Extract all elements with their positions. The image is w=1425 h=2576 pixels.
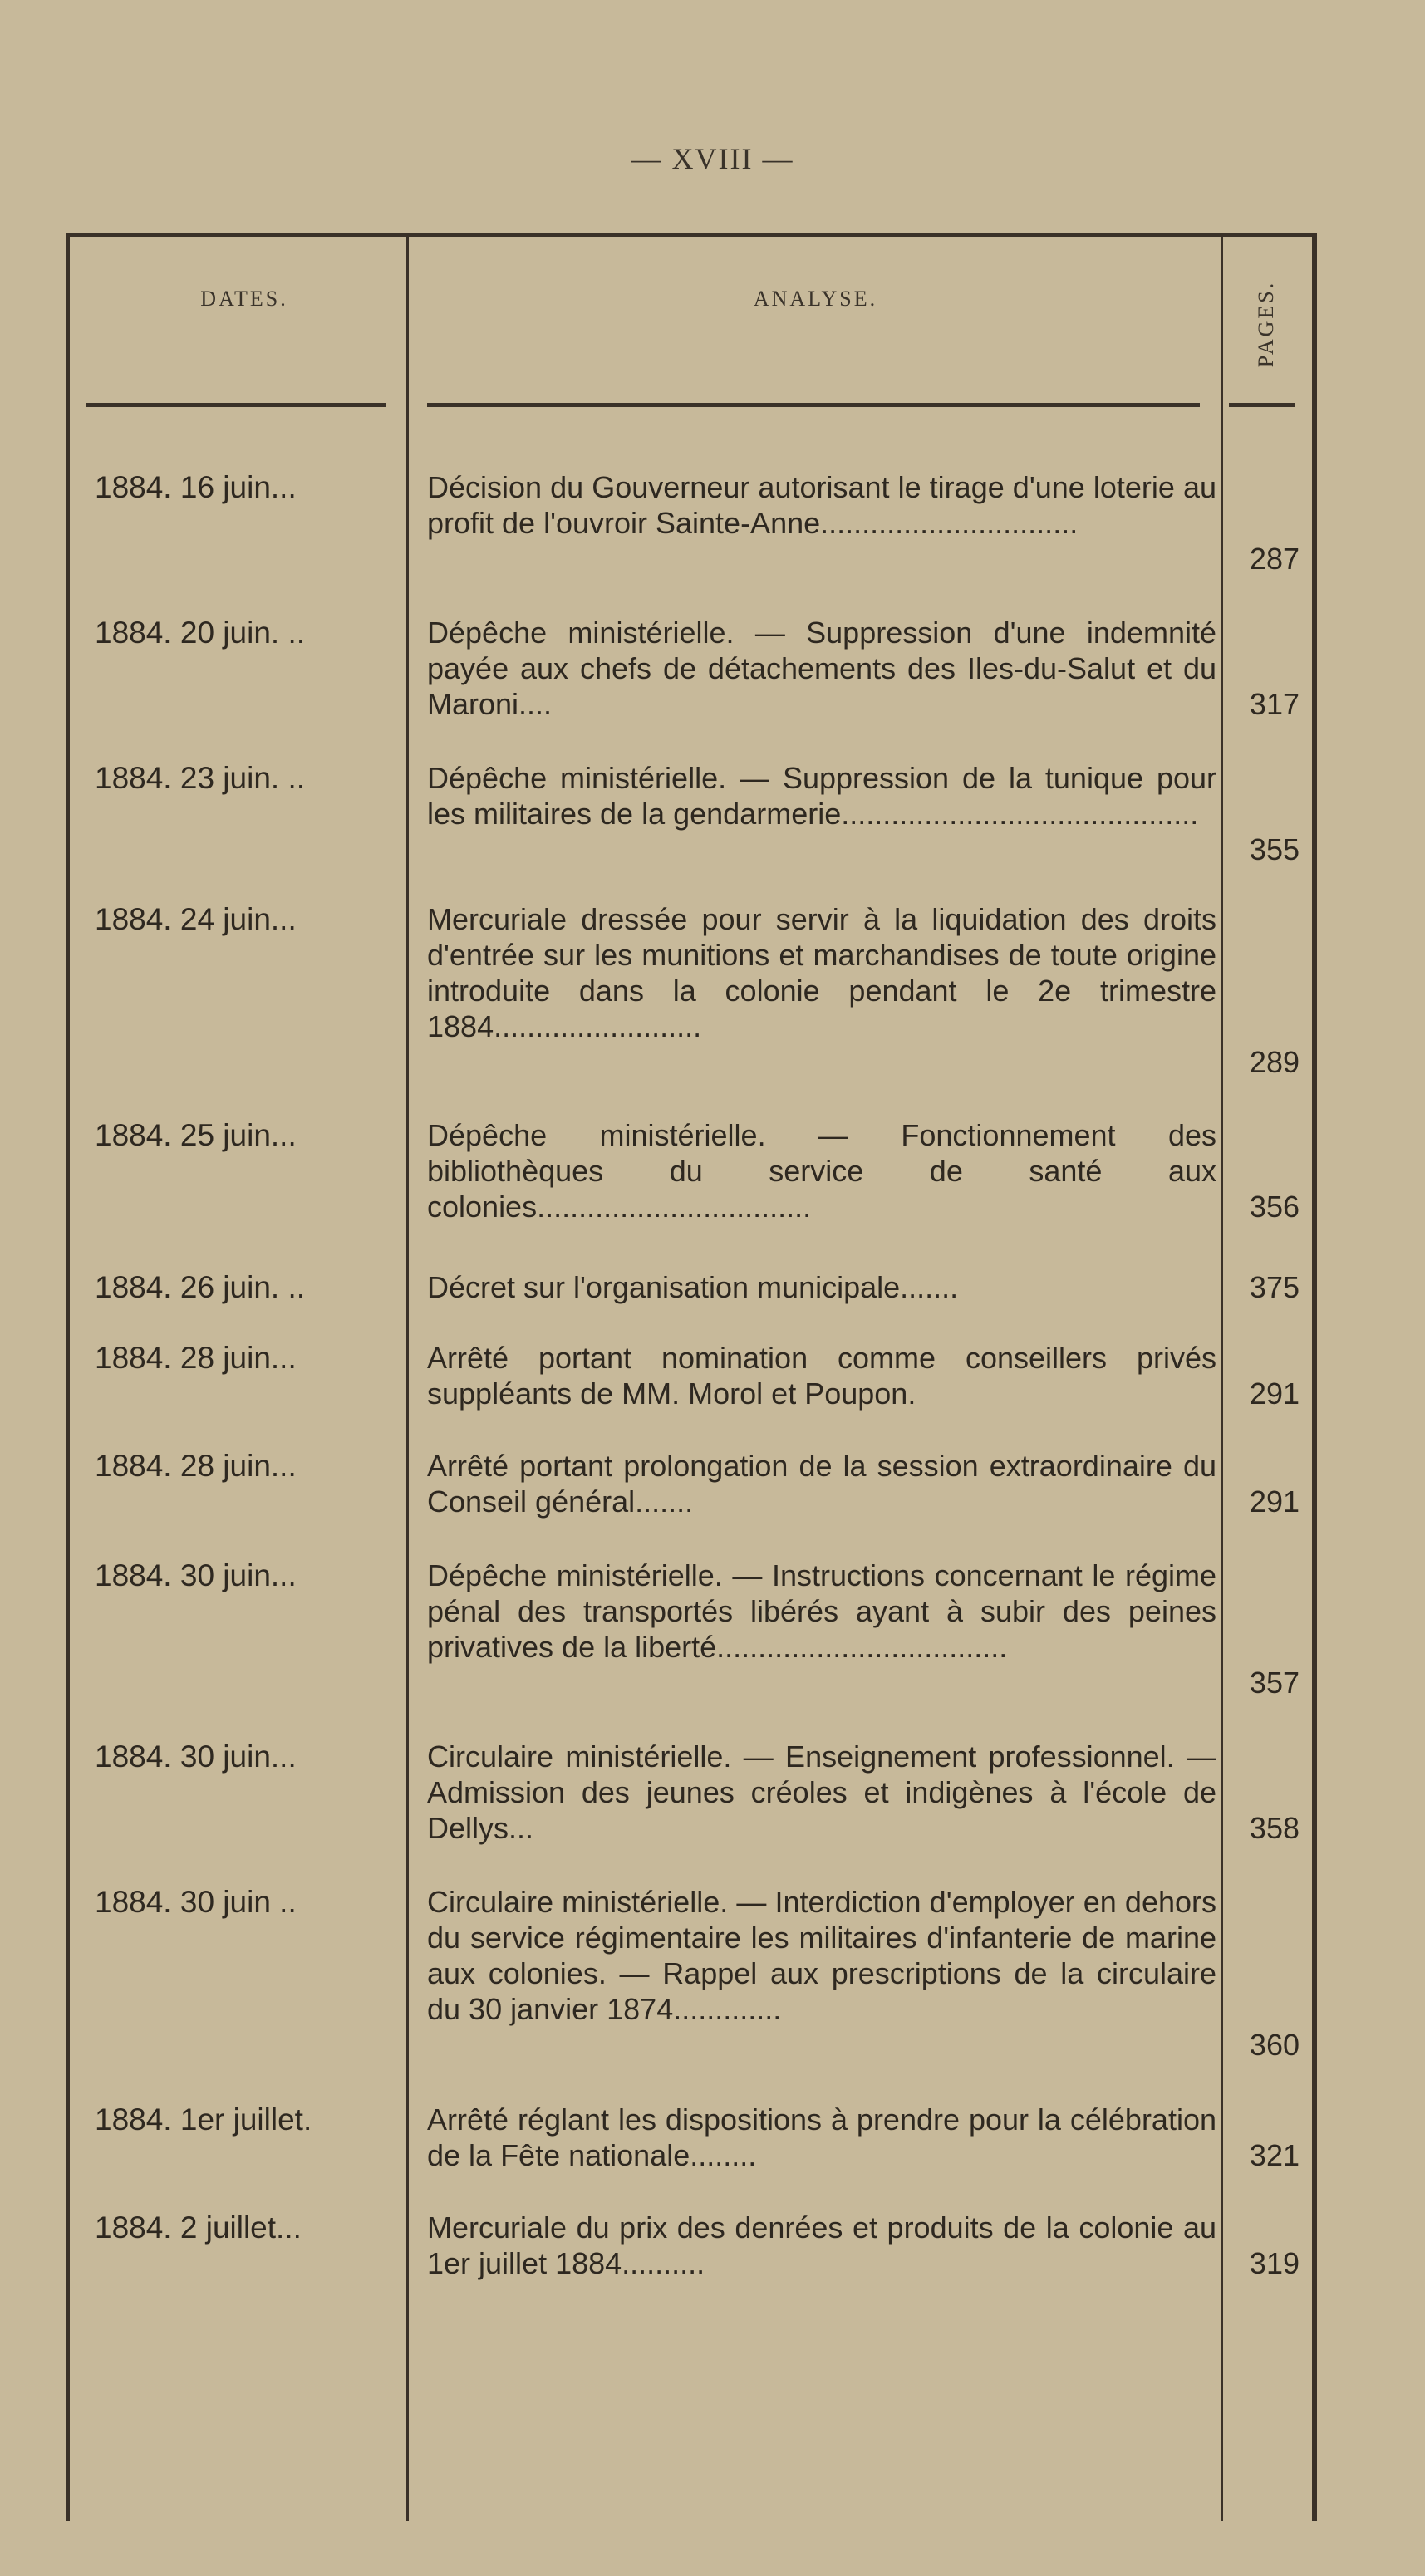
entry-date: 1884. 28 juin... <box>95 1341 297 1375</box>
entry-page: 319 <box>1249 2246 1300 2280</box>
entry-date: 1884. 2 juillet... <box>95 2210 302 2245</box>
entry-page: 287 <box>1249 542 1300 576</box>
entry-page: 291 <box>1249 1376 1300 1411</box>
entry-analysis: Décision du Gouverneur autorisant le tirage d'une loterie au profit de l'ouvroir Sainte-Anne............................... <box>427 470 1216 540</box>
entry-page: 358 <box>1249 1811 1300 1845</box>
entry-date: 1884. 23 juin. .. <box>95 761 306 795</box>
entry-page: 375 <box>1249 1270 1300 1304</box>
analysis-column-header: ANALYSE. <box>753 287 878 311</box>
entry-date: 1884. 1er juillet. <box>95 2103 312 2137</box>
entry-analysis: Mercuriale du prix des denrées et produits de la colonie au 1er juillet 1884.......... <box>427 2210 1216 2280</box>
dates-column-header: DATES. <box>200 287 288 311</box>
entry-date: 1884. 24 juin... <box>95 902 297 936</box>
entry-analysis: Décret sur l'organisation municipale....... <box>427 1270 959 1304</box>
entry-analysis: Arrêté portant prolongation de la session extraordinaire du Conseil général....... <box>427 1449 1216 1519</box>
entry-page: 291 <box>1249 1484 1300 1519</box>
entry-analysis: Mercuriale dressée pour servir à la liquidation des droits d'entrée sur les munitions et marchandises de toute origine introduite dans la colonie pendant le 2e trimestre 1884......................... <box>427 902 1216 1043</box>
entry-date: 1884. 20 juin. .. <box>95 616 306 650</box>
header-rule <box>427 403 1200 407</box>
entry-date: 1884. 16 juin... <box>95 470 297 504</box>
entry-page: 356 <box>1249 1190 1300 1224</box>
header-rule <box>1229 403 1295 407</box>
pages-column-label: PAGES. <box>1254 280 1278 368</box>
pages-column-header <box>1233 262 1300 386</box>
column-divider <box>406 237 409 2521</box>
entry-date: 1884. 30 juin .. <box>95 1885 297 1919</box>
entry-date: 1884. 26 juin. .. <box>95 1270 306 1304</box>
index-table <box>66 233 1317 2521</box>
entry-analysis: Arrêté réglant les dispositions à prendre pour la célébration de la Fête nationale........ <box>427 2103 1216 2172</box>
entry-page: 289 <box>1249 1045 1300 1079</box>
entry-date: 1884. 30 juin... <box>95 1739 297 1774</box>
entry-page: 321 <box>1249 2138 1300 2172</box>
page-header: — XVIII — <box>631 142 794 175</box>
entry-date: 1884. 30 juin... <box>95 1558 297 1592</box>
entry-date: 1884. 25 juin... <box>95 1118 297 1152</box>
entry-page: 357 <box>1249 1666 1300 1700</box>
entry-analysis: Dépêche ministérielle. — Suppression d'une indemnité payée aux chefs de détachements des Iles-du-Salut et du Maroni.... <box>427 616 1216 721</box>
entry-analysis: Dépêche ministérielle. — Fonctionnement des bibliothèques du service de santé aux colonies................................. <box>427 1118 1216 1224</box>
entry-page: 355 <box>1249 832 1300 866</box>
entry-date: 1884. 28 juin... <box>95 1449 297 1483</box>
entry-page: 317 <box>1249 687 1300 721</box>
entry-analysis: Circulaire ministérielle. — Enseignement professionnel. — Admission des jeunes créoles et indigènes à l'école de Dellys... <box>427 1739 1216 1845</box>
entry-page: 360 <box>1249 2028 1300 2062</box>
entry-analysis: Arrêté portant nomination comme conseillers privés suppléants de MM. Morol et Poupon. <box>427 1341 1216 1411</box>
header-rule <box>86 403 386 407</box>
column-divider <box>1221 237 1223 2521</box>
entry-analysis: Circulaire ministérielle. — Interdiction d'employer en dehors du service régimentaire les militaires d'infanterie de marine aux colonies. — Rappel aux prescriptions de la circulaire du 30 janvier 1874............. <box>427 1885 1216 2026</box>
entry-analysis: Dépêche ministérielle. — Suppression de la tunique pour les militaires de la gendarmerie........................................... <box>427 761 1216 831</box>
entry-analysis: Dépêche ministérielle. — Instructions concernant le régime pénal des transportés libérés ayant à subir des peines privatives de la liberté................................... <box>427 1558 1216 1664</box>
